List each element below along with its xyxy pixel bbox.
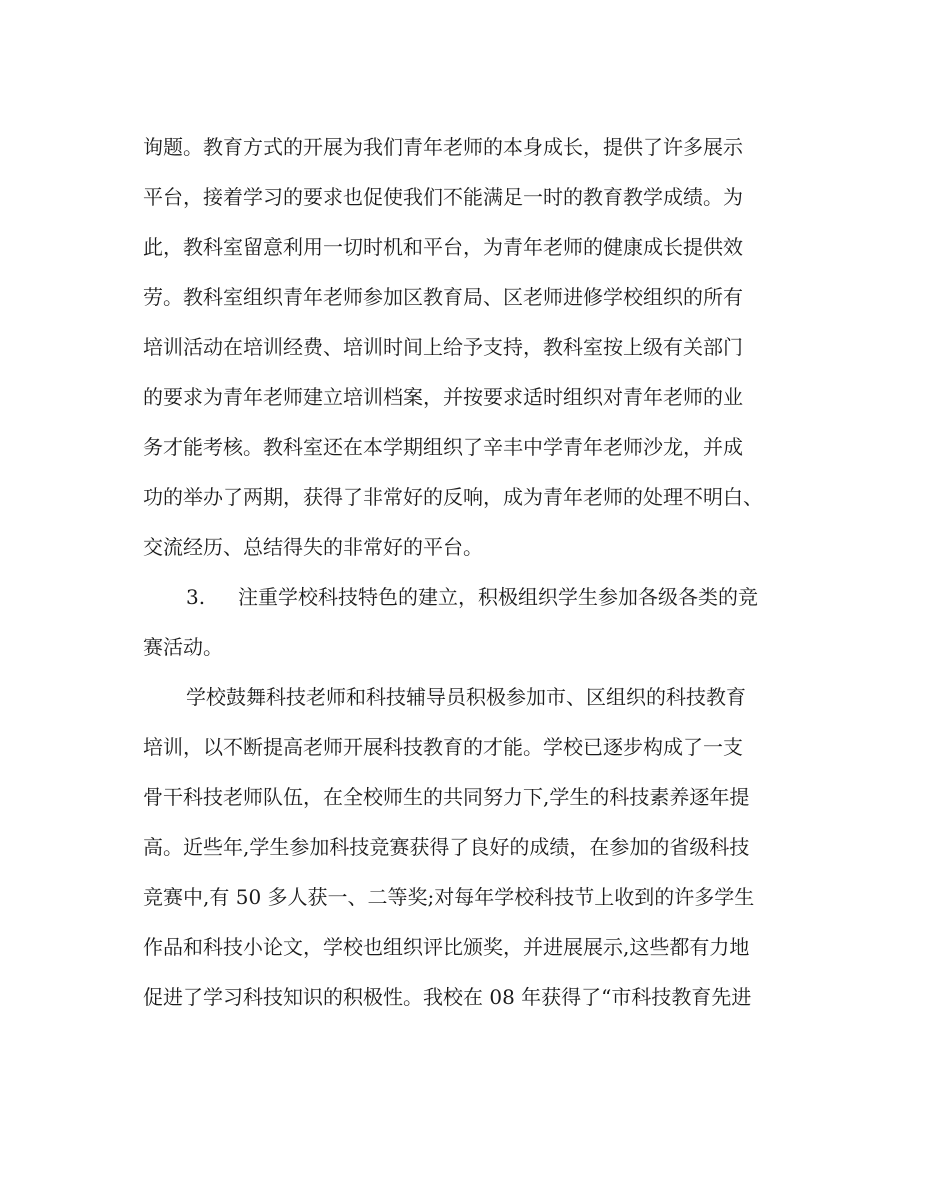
- paragraph-line: 培训，以不断提高老师开展科技教育的才能。学校已逐步构成了一支: [143, 735, 743, 759]
- section-number: 3.: [186, 585, 206, 609]
- paragraph-line: 骨干科技老师队伍，在全校师生的共同努力下,学生的科技素养逐年提: [143, 785, 750, 809]
- paragraph-line: 的要求为青年老师建立培训档案，并按要求适时组织对青年老师的业: [143, 385, 743, 409]
- paragraph-line: 平台，接着学习的要求也促使我们不能满足一时的教育教学成绩。为: [143, 185, 743, 209]
- section-heading-continuation: 赛活动。: [143, 635, 223, 659]
- paragraph-line: 功的举办了两期，获得了非常好的反响，成为青年老师的处理不明白、: [143, 485, 763, 509]
- paragraph-line: 高。近些年,学生参加科技竞赛获得了良好的成绩，在参加的省级科技: [143, 835, 750, 859]
- paragraph-line: 竞赛中,有 50 多人获一、二等奖;对每年学校科技节上收到的许多学生: [143, 885, 755, 909]
- section-heading: 注重学校科技特色的建立，积极组织学生参加各级各类的竞: [238, 585, 758, 609]
- paragraph-line: 询题。教育方式的开展为我们青年老师的本身成长，提供了许多展示: [143, 135, 743, 159]
- paragraph-line: 务才能考核。教科室还在本学期组织了辛丰中学青年老师沙龙，并成: [143, 435, 743, 459]
- paragraph-line: 劳。教科室组织青年老师参加区教育局、区老师进修学校组织的所有: [143, 285, 743, 309]
- paragraph-line: 学校鼓舞科技老师和科技辅导员积极参加市、区组织的科技教育: [186, 685, 746, 709]
- paragraph-line: 交流经历、总结得失的非常好的平台。: [143, 535, 483, 559]
- paragraph-line: 促进了学习科技知识的积极性。我校在 08 年获得了“市科技教育先进: [143, 985, 752, 1009]
- paragraph-line: 此，教科室留意利用一切时机和平台，为青年老师的健康成长提供效: [143, 235, 743, 259]
- paragraph-line: 作品和科技小论文，学校也组织评比颁奖，并进展展示,这些都有力地: [143, 935, 750, 959]
- paragraph-line: 培训活动在培训经费、培训时间上给予支持，教科室按上级有关部门: [143, 335, 743, 359]
